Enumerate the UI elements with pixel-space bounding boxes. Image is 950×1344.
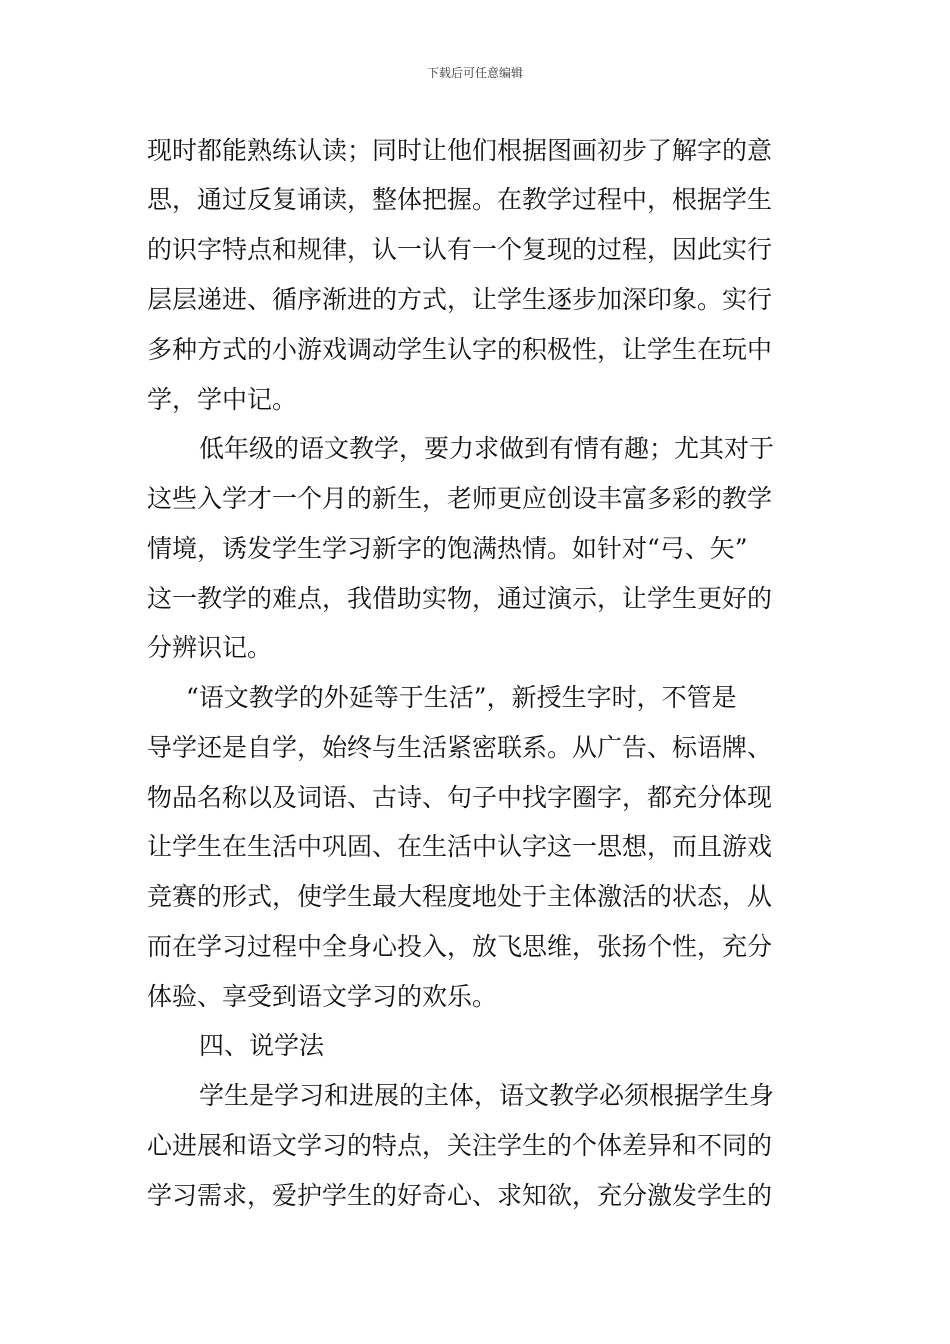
- text-line: 让学生在生活中巩固、在生活中认字这一思想，而且游戏: [147, 832, 773, 861]
- text-line: 这一教学的难点，我借助实物，通过演示，让学生更好的: [147, 584, 773, 613]
- text-line: 分辨识记。: [147, 633, 273, 662]
- section-heading: 四、说学法: [199, 1031, 325, 1060]
- text-line: 心进展和语文学习的特点，关注学生的个体差异和不同的: [147, 1131, 773, 1160]
- text-line: 体验、享受到语文学习的欢乐。: [147, 982, 498, 1011]
- page-header: 下载后可任意编辑: [426, 66, 523, 80]
- text-line: 而在学习过程中全身心投入，放飞思维，张扬个性，充分: [147, 932, 773, 961]
- text-line: 多种方式的小游戏调动学生认字的积极性，让学生在玩中: [147, 335, 773, 364]
- text-line: 导学还是自学，始终与生活紧密联系。从广告、标语牌、: [147, 733, 773, 762]
- paragraph-first-line: 学生是学习和进展的主体，语文教学必须根据学生身: [199, 1081, 775, 1110]
- text-line: 学习需求，爱护学生的好奇心、求知欲，充分激发学生的: [147, 1181, 773, 1210]
- text-line: 竞赛的形式，使学生最大程度地处于主体激活的状态，从: [147, 882, 773, 911]
- text-line: 思，通过反复诵读，整体把握。在教学过程中，根据学生: [147, 185, 773, 214]
- text-line: 情境，诱发学生学习新字的饱满热情。如针对“弓、矢”: [147, 534, 748, 563]
- text-line: 物品名称以及词语、古诗、句子中找字圈字，都充分体现: [147, 783, 773, 812]
- text-line: 学，学中记。: [147, 385, 298, 414]
- paragraph-first-line: “语文教学的外延等于生活”，新授生字时，不管是: [186, 683, 737, 712]
- text-line: 现时都能熟练认读；同时让他们根据图画初步了解字的意: [147, 136, 773, 165]
- text-line: 的识字特点和规律，认一认有一个复现的过程，因此实行: [147, 235, 773, 264]
- text-line: 层层递进、循序渐进的方式，让学生逐步加深印象。实行: [147, 285, 773, 314]
- text-line: 这些入学才一个月的新生，老师更应创设丰富多彩的教学: [147, 484, 773, 513]
- paragraph-first-line: 低年级的语文教学，要力求做到有情有趣；尤其对于: [199, 434, 775, 463]
